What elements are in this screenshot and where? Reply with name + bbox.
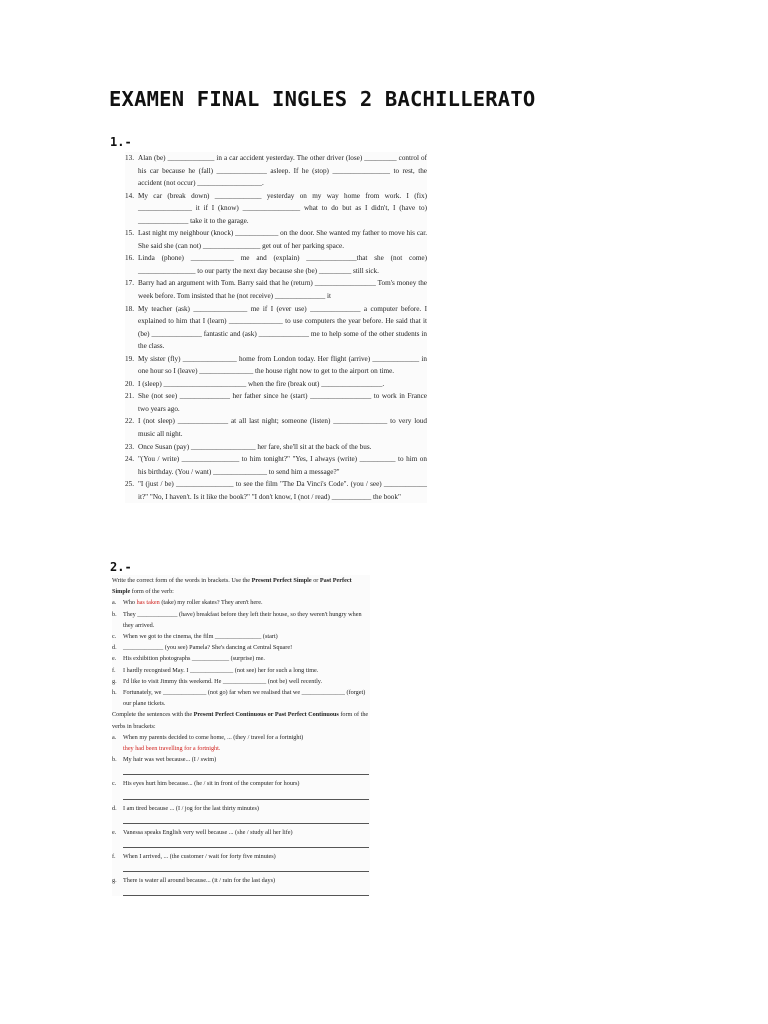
item-letter: c. (112, 633, 117, 641)
item-text: There is water all around because... (it / rain for the last days) (123, 877, 276, 885)
item-text: When I arrived, ... (the customer / wait for forty five minutes) (123, 853, 276, 861)
exercise-item (125, 415, 427, 440)
item-text: I'd like to visit Jimmy this weekend. He ______________ (not be) well recently. (123, 677, 323, 685)
item-text: _____________ (you see) Pamela? She's dancing at Central Square! (123, 644, 293, 652)
item-text: "I (just / be) ________________ to see the film "The Da Vinci's Code". (you / see) ____________ it?" "No, I haven't. Is it like the book?" "I don't know, I (not / read) ___________ the book" (138, 480, 427, 501)
exercise-item (112, 676, 370, 687)
exercise-item (125, 453, 427, 478)
item-text: She (not see) ______________ her father since he (start) _________________ to work in France two years ago. (138, 392, 427, 413)
exercise-item (112, 851, 370, 862)
instruction-a (112, 575, 370, 597)
exercise-item (112, 631, 370, 642)
item-number: 16. (125, 254, 134, 263)
section-1-label: 1.- (110, 135, 132, 149)
exercise-item (112, 597, 370, 608)
instruction-text: form of the verb: (130, 588, 174, 596)
item-letter: b. (112, 756, 117, 764)
exercise-1-image (125, 152, 427, 503)
item-number: 13. (125, 154, 134, 162)
item-letter: a. (112, 733, 117, 741)
item-text: When my parents decided to come home, ... (they / travel for a fortnight) (123, 733, 304, 741)
exercise-2-image (112, 575, 370, 896)
item-letter: c. (112, 780, 117, 788)
exercise-item (112, 754, 370, 765)
item-text: When we got to the cinema, the film _______________ (start) (123, 633, 278, 641)
exercise-item (125, 353, 427, 378)
exercise-item (125, 252, 427, 277)
item-letter: e. (112, 655, 117, 663)
exercise-item (112, 642, 370, 653)
item-text: His eyes hurt him because... (he / sit in front of the computer for hours) (123, 780, 300, 788)
item-text: I (not sleep) ______________ at all last night; someone (listen) _______________ to very loud music all night. (138, 417, 427, 439)
exercise-item (125, 277, 427, 302)
instruction-emphasis: Present Perfect Continuous or Past Perfect Continuous (193, 711, 339, 719)
exercise-item (125, 478, 427, 503)
answer-line (123, 886, 369, 896)
item-text: I hardly recognised May. I ______________ (not see) her for such a long time. (123, 666, 319, 674)
item-letter: f. (112, 666, 116, 674)
item-text: They _____________ (have) breakfast before they left their house, so they weren't hungry when they arrived. (123, 610, 362, 629)
exercise-item (112, 803, 370, 814)
item-number: 18. (125, 304, 134, 313)
exercise-item (112, 665, 370, 676)
exercise-item (125, 378, 427, 391)
exercise-item (112, 875, 370, 886)
item-text: I am tired because ... (I / jog for the last thirty minutes) (123, 804, 259, 812)
item-number: 15. (125, 229, 134, 238)
item-text: Alan (be) _____________ in a car accident yesterday. The other driver (lose) _________ control of his car because he (fall) ______________ asleep. If he (stop) ________________ to rest, the accident (not occur) __________________. (138, 154, 427, 188)
item-text: My car (break down) _____________ yesterday on my way home from work. I (fix) _______________ it if I (know) ________________ what to do but as I didn't, I (have to) ______________ take it to the garage. (138, 191, 427, 225)
section-2-label: 2.- (110, 560, 132, 574)
exercise-item (112, 827, 370, 838)
answer-line (123, 790, 369, 800)
item-text: My hair was wet because... (I / swim) (123, 756, 217, 764)
example-answer: has taken (136, 599, 160, 607)
answer-line (123, 838, 369, 848)
item-text: Fortunately, we ______________ (not go) far when we realised that we ______________ (forget) our plane tickets. (123, 689, 366, 708)
item-letter: g. (112, 877, 117, 885)
page-title: EXAMEN FINAL INGLES 2 BACHILLERATO (109, 87, 536, 111)
instruction-text: form of the verbs in brackets: (112, 711, 369, 730)
item-letter: a. (112, 599, 117, 607)
item-number: 17. (125, 279, 134, 288)
instruction-text: Complete the sentences with the (112, 711, 194, 719)
item-number: 23. (125, 442, 134, 451)
item-text: My sister (fly) _______________ home from London today. Her flight (arrive) _____________ in one hour so I (leave) _______________ the house right now to get to the airport on time. (138, 354, 427, 376)
item-text: I (sleep) _______________________ when the fire (break out) _________________. (138, 379, 385, 388)
item-number: 22. (125, 417, 134, 426)
item-text: My teacher (ask) _______________ me if I (ever use) ______________ a computer before. I explained to him that I (learn) _______________ to use computers the year before. He said that it (be) ______________ fantastic and (ask) ______________ me to help some of the other students in the class. (138, 304, 427, 351)
instruction-b (112, 709, 370, 731)
instruction-emphasis: Past Perfect Simple (112, 577, 352, 596)
example-answer: they had been travelling for a fortnight. (123, 745, 221, 753)
item-number: 19. (125, 354, 134, 363)
exercise-item (112, 778, 370, 789)
exercise-item (125, 152, 427, 190)
item-number: 25. (125, 480, 134, 489)
item-letter: e. (112, 828, 117, 836)
answer-line (123, 814, 369, 824)
item-number: 20. (125, 379, 134, 388)
answer-line (123, 765, 369, 775)
instruction-text: Write the correct form of the words in brackets. Use the (112, 577, 252, 584)
item-letter: b. (112, 610, 117, 618)
item-letter: f. (112, 853, 116, 861)
item-text: Once Susan (pay) __________________ her fare, she'll sit at the back of the bus. (138, 442, 372, 451)
item-text: Vanessa speaks English very well because ... (she / study all her life) (123, 828, 293, 836)
item-text: "(You / write) ________________ to him tonight?" "Yes, I always (write) __________ to him on his birthday. (You / want) _______________ to send him a message?" (138, 455, 427, 476)
instruction-emphasis: Present Perfect Simple (251, 577, 312, 584)
item-letter: g. (112, 677, 117, 685)
item-text: (take) my roller skates? They aren't here. (159, 599, 263, 607)
item-text: Who (123, 599, 137, 607)
exercise-item (125, 303, 427, 353)
item-text: Barry had an argument with Tom. Barry said that he (return) _________________ Tom's money the week before. Tom insisted that he (not receive) ______________ it (138, 279, 427, 301)
exercise-item (125, 441, 427, 454)
item-letter: h. (112, 689, 117, 697)
exercise-item (112, 687, 370, 709)
item-number: 21. (125, 392, 134, 401)
exercise-item (125, 390, 427, 415)
item-text: His exhibition photographs ____________ (surprise) me. (123, 655, 265, 663)
item-number: 24. (125, 455, 134, 464)
item-letter: d. (112, 644, 117, 652)
exercise-item (112, 609, 370, 631)
exercise-item (125, 227, 427, 252)
exercise-item (112, 653, 370, 664)
item-text: Last night my neighbour (knock) ____________ on the door. She wanted my father to move his car. She said she (can not) ________________ get out of her parking space. (138, 229, 427, 250)
item-letter: d. (112, 804, 117, 812)
item-text: Linda (phone) ____________ me and (explain) ______________that she (not come) ________________ to our party the next day because she (be) _________ still sick. (138, 254, 427, 275)
exercise-item (112, 732, 370, 743)
exercise-item (125, 190, 427, 228)
instruction-text: or (311, 577, 320, 584)
item-number: 14. (125, 191, 134, 200)
answer-line (123, 862, 369, 872)
